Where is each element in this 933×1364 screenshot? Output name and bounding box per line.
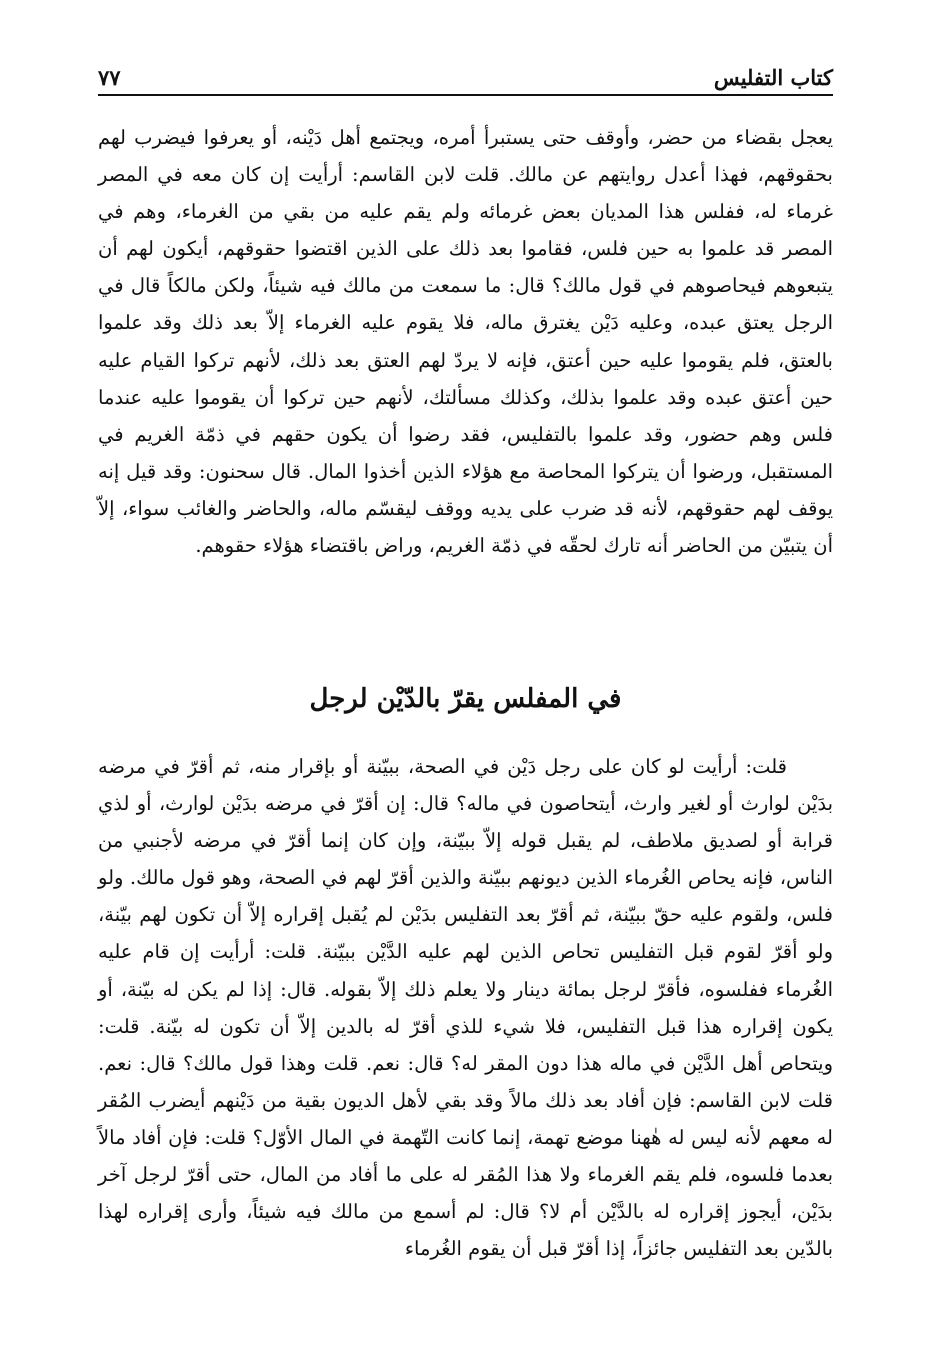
section-heading: في المفلس يقرّ بالدّيْن لرجل xyxy=(309,684,622,714)
running-title: كتاب التفليس xyxy=(713,65,833,90)
page-number: ٧٧ xyxy=(98,65,121,90)
page-header xyxy=(98,58,833,90)
body-section-1 xyxy=(98,119,833,564)
body-section-2 xyxy=(98,748,833,1267)
paragraph-2: قلت: أرأيت لو كان على رجل دَيْن في الصحة، ببيّنة أو بإقرار منه، ثم أقرّ في مرضه بدَيْن لوارث أو لغير وارث، أيتحاصون في ماله؟ قال: إن أقرّ في مرضه بدَيْن لوارث، أو لذي قرابة أو لصديق ملاطف، لم يقبل قوله إلاّ ببيّنة، وإن كان إنما أقرّ في مرضه لأجنبي من الناس، فإنه يحاص الغُرماء الذين ديونهم ببيّنة والذين أقرّ لهم في الصحة، وهو قول مالك. ولو فلس، ولقوم عليه حقّ ببيّنة، ثم أقرّ بعد التفليس بدَيْن لم يُقبل إقراره إلاّ أن تكون لهم بيّنة، ولو أقرّ لقوم قبل التفليس تحاص الذين لهم عليه الدَّيْن ببيّنة. قلت: أرأيت إن قام عليه الغُرماء ففلسوه، فأقرّ لرجل بمائة دينار ولا يعلم ذلك إلاّ بقوله. قال: إذا لم يكن له بيّنة، أو يكون إقراره هذا قبل التفليس، فلا شيء للذي أقرّ له بالدين إلاّ أن تكون له بيّنة. قلت: ويتحاص أهل الدَّيْن في ماله هذا دون المقر له؟ قال: نعم. قلت وهذا قول مالك؟ قال: نعم. قلت لابن القاسم: فإن أفاد بعد ذلك مالاً وقد بقي لأهل الديون بقية من دَيْنهم أيضرب المُقر له معهم لأنه ليس له هٰهنا موضع تهمة، إنما كانت التّهمة في المال الأوّل؟ قلت: فإن أفاد مالاً بعدما فلسوه، فلم يقم الغرماء ولا هذا المُقر له على ما أفاد من المال، حتى أقرّ لرجل آخر بدَيْن، أيجوز إقراره له بالدَّيْن أم لا؟ قال: لم أسمع من مالك فيه شيئاً، وأرى إقراره لهذا بالدّين بعد التفليس جائزاً، إذا أقرّ قبل أن يقوم الغُرماء xyxy=(98,755,833,1261)
header-rule xyxy=(98,94,833,96)
paragraph-1: يعجل بقضاء من حضر، وأوقف حتى يستبرأ أمره، ويجتمع أهل دَيْنه، أو يعرفوا فيضرب لهم بحقوقهم، فهذا أعدل روايتهم عن مالك. قلت لابن القاسم: أرأيت إن كان معه في المصر غرماء له، ففلس هذا المديان بعض غرمائه ولم يقم عليه من بقي من الغرماء، وهم في المصر قد علموا به حين فلس، فقاموا بعد ذلك على الذين اقتضوا حقوقهم، أيكون لهم أن يتبعوهم فيحاصوهم في قول مالك؟ قال: ما سمعت من مالك فيه شيئاً، ولكن مالكاً قال في الرجل يعتق عبده، وعليه دَيْن يغترق ماله، فلا يقوم عليه الغرماء إلاّ بعد ذلك وقد علموا بالعتق، فلم يقوموا عليه حين أعتق، فإنه لا يردّ لهم العتق بعد ذلك، لأنهم تركوا القيام عليه حين أعتق عبده وقد علموا بذلك، وكذلك مسألتك، لأنهم حين تركوا أن يقوموا عليه عندما فلس وهم حضور، وقد علموا بالتفليس، فقد رضوا أن يكون حقهم في ذمّة الغريم في المستقبل، ورضوا أن يتركوا المحاصة مع هؤلاء الذين أخذوا المال. قال سحنون: وقد قيل إنه يوقف لهم حقوقهم، لأنه قد ضرب على يديه ووقف ليقسّم ماله، والحاضر والغائب سواء، إلاّ أن يتبيّن من الحاضر أنه تارك لحقّه في ذمّة الغريم، وراض باقتضاء هؤلاء حقوهم. xyxy=(98,126,833,558)
